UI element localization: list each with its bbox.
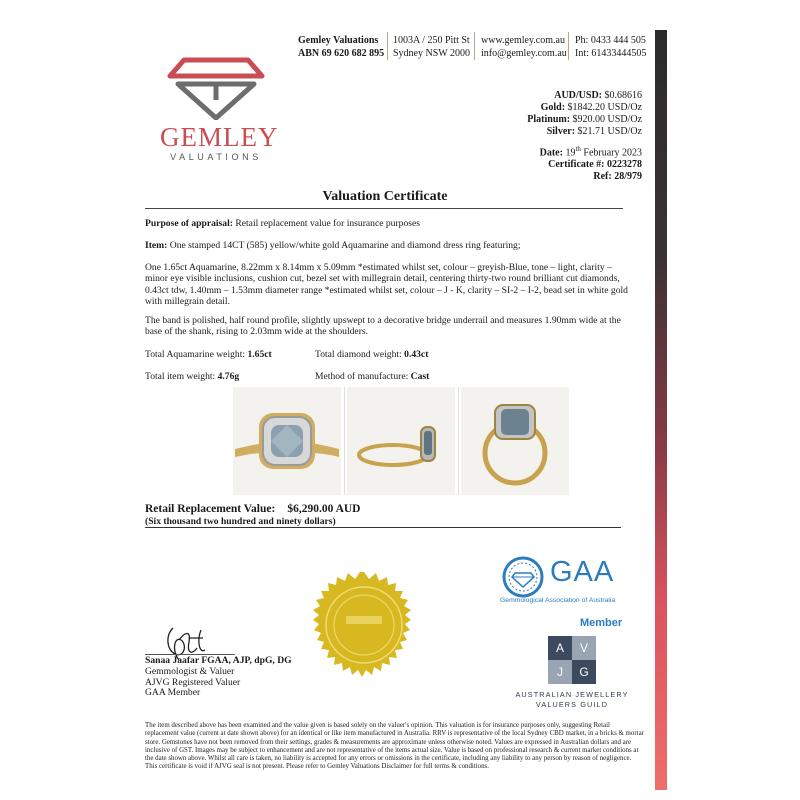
date-rest: February 2023 [583,147,642,159]
purpose-text: Retail replacement value for insurance purposes [235,218,420,229]
item-label: Item: [145,240,168,251]
gold-value: $1842.20 USD/Oz [567,102,642,113]
description-paragraph: One 1.65ct Aquamarine, 8.22mm x 8.14mm x 5.09mm *estimated whilst set, colour – greyish-Blue, tone – light, clarity – minor eye visible inclusions, cushion cut, bezel set with millegrain detail, centering thirty-two round brilliant cut diamonds, 0.43ct tdw, 1.40mm – 1.53mm diameter range *estimated whilst set, colour – J - K, clarity – SI-2 – I-2, bead set in white gold with millegrain detail. [145,262,628,307]
ajvg-seal [302,570,426,694]
manufacture-method-label: Method of manufacture: [315,371,409,382]
platinum-label: Platinum: [527,114,571,125]
ajvg-name-line2: VALUERS GUILD [535,699,609,709]
gaa-fullname: Gemmological Association of Australia [500,597,616,604]
date-suffix: th [575,145,581,153]
decorative-sidebar [655,30,667,790]
silver-label: Silver: [546,126,576,137]
retail-value-words: (Six thousand two hundred and ninety dollars) [145,516,336,527]
aqua-weight-label: Total Aquamarine weight: [145,349,246,360]
purpose-label: Purpose of appraisal: [145,218,233,229]
header-divider [568,32,569,60]
phone-number: Ph: 0433 444 505 [575,35,646,46]
website-link[interactable]: www.gemley.com.au [481,35,565,46]
ajvg-name [510,690,634,709]
ring-photo-front [461,387,569,495]
signer-registration: AJVG Registered Valuer [145,676,241,688]
band-paragraph: The band is polished, half round profile, slightly upswept to a decorative bridge underrail and measures 1.90mm wide at the base of the shank, rising to 2.03mm wide at the shoulders. [145,315,621,338]
certificate-number: 0223278 [607,159,642,171]
ajvg-name-line1: AUSTRALIAN JEWELLERY [515,690,629,699]
disclaimer: The item described above has been examined and the value given is based solely on the valuer's opinion. This valuation is for insurance purposes only, suggesting Retail replacement value (current at date shown above) for an identical or like item manufactured in Australia. RRV is representative of the local Sydney CBD market, in a bricks & mortar store. Gemstones have not been removed from their settings, grades & measurements are approximate unless otherwise noted. Values are expressed in Australian dollars and are inclusive of GST. Images may be subject to enhancement and are not representative of the items actual size. Value is based on professional research & current market conditions at the date shown above. Whilst all care is taken, no liability is accepted for any errors or omissions in the certificate, including any liability to any person by reason of negligence. This certificate is void if AJVG seal is not present. Please refer to Gemley Valuations Disclaimer for full terms & conditions. [145,722,644,771]
ring-front-image [461,387,569,495]
item-weight-value: 4.76g [217,371,240,382]
email-link[interactable]: info@gemley.com.au [481,48,567,59]
item-text: One stamped 14CT (585) yellow/white gold Aquamarine and diamond dress ring featuring; [169,240,521,251]
date-day: 19 [565,147,576,159]
aqua-weight-value: 1.65ct [247,349,272,360]
certificate-label: Certificate #: [548,159,605,171]
address-line1: 1003A / 250 Pitt St [393,35,470,46]
ajvg-letter-g: G [572,660,596,684]
diamond-weight-label: Total diamond weight: [315,349,402,360]
item-line [145,240,635,251]
ajvg-logo [548,636,596,684]
header-divider [474,32,475,60]
manufacture-method [315,371,615,382]
photo-divider [344,387,345,495]
web-block [481,34,565,60]
ring-photo-side [347,387,455,495]
gemley-logo [160,56,279,166]
ref-label: Ref: [593,171,612,183]
retail-value-amount: $6,290.00 AUD [287,503,361,515]
gaa-wordmark: GAA [550,556,615,588]
signer-name: Sanaa Jaafar FGAA, AJP, dpG, DG [145,655,292,666]
aud-usd-value: $0.68616 [604,90,642,101]
header-divider [387,32,388,60]
retail-value-label: Retail Replacement Value: [145,503,276,515]
ajvg-letter-v: V [572,636,596,660]
logo-wordmark: GEMLEY [160,122,279,152]
silver-value: $21.71 USD/Oz [577,126,642,137]
company-name: Gemley Valuations [298,35,379,46]
manufacture-method-value: Cast [410,371,430,382]
ring-side-image [347,387,455,495]
signer-membership: GAA Member [145,687,201,699]
metal-rates [527,90,642,138]
company-abn: ABN 69 620 682 895 [298,48,385,59]
address-block [393,34,471,60]
gaa-diamond-icon [502,556,544,598]
member-label: Member [580,617,623,629]
date-label: Date: [539,147,563,159]
intl-phone-number: Int: 61433444505 [575,48,647,59]
ref-number: 28/979 [614,171,642,183]
ring-top-image [233,387,341,495]
purpose-line [145,218,635,229]
ajvg-letter-j: J [548,660,572,684]
ajvg-letter-a: A [548,636,572,660]
aud-usd-label: AUD/USD: [554,90,602,101]
platinum-value: $920.00 USD/Oz [572,114,642,125]
item-weight-label: Total item weight: [145,371,216,382]
ring-photo-top [233,387,341,495]
address-line2: Sydney NSW 2000 [393,48,471,59]
diamond-weight-value: 0.43ct [404,349,429,360]
diamond-weight [315,349,615,360]
gold-label: Gold: [540,102,566,113]
page-title: Valuation Certificate [322,189,448,204]
phone-block [575,34,655,60]
title-divider [145,208,623,209]
retail-value-divider [145,527,621,528]
signer-block [145,656,292,699]
gem-logo-icon [160,56,272,120]
signer-title: Gemmologist & Valuer [145,665,235,677]
certificate-meta [540,143,642,183]
company-block [298,34,384,60]
photo-divider [458,387,459,495]
retail-value [145,503,360,515]
logo-subtitle: VALUATIONS [170,152,262,162]
